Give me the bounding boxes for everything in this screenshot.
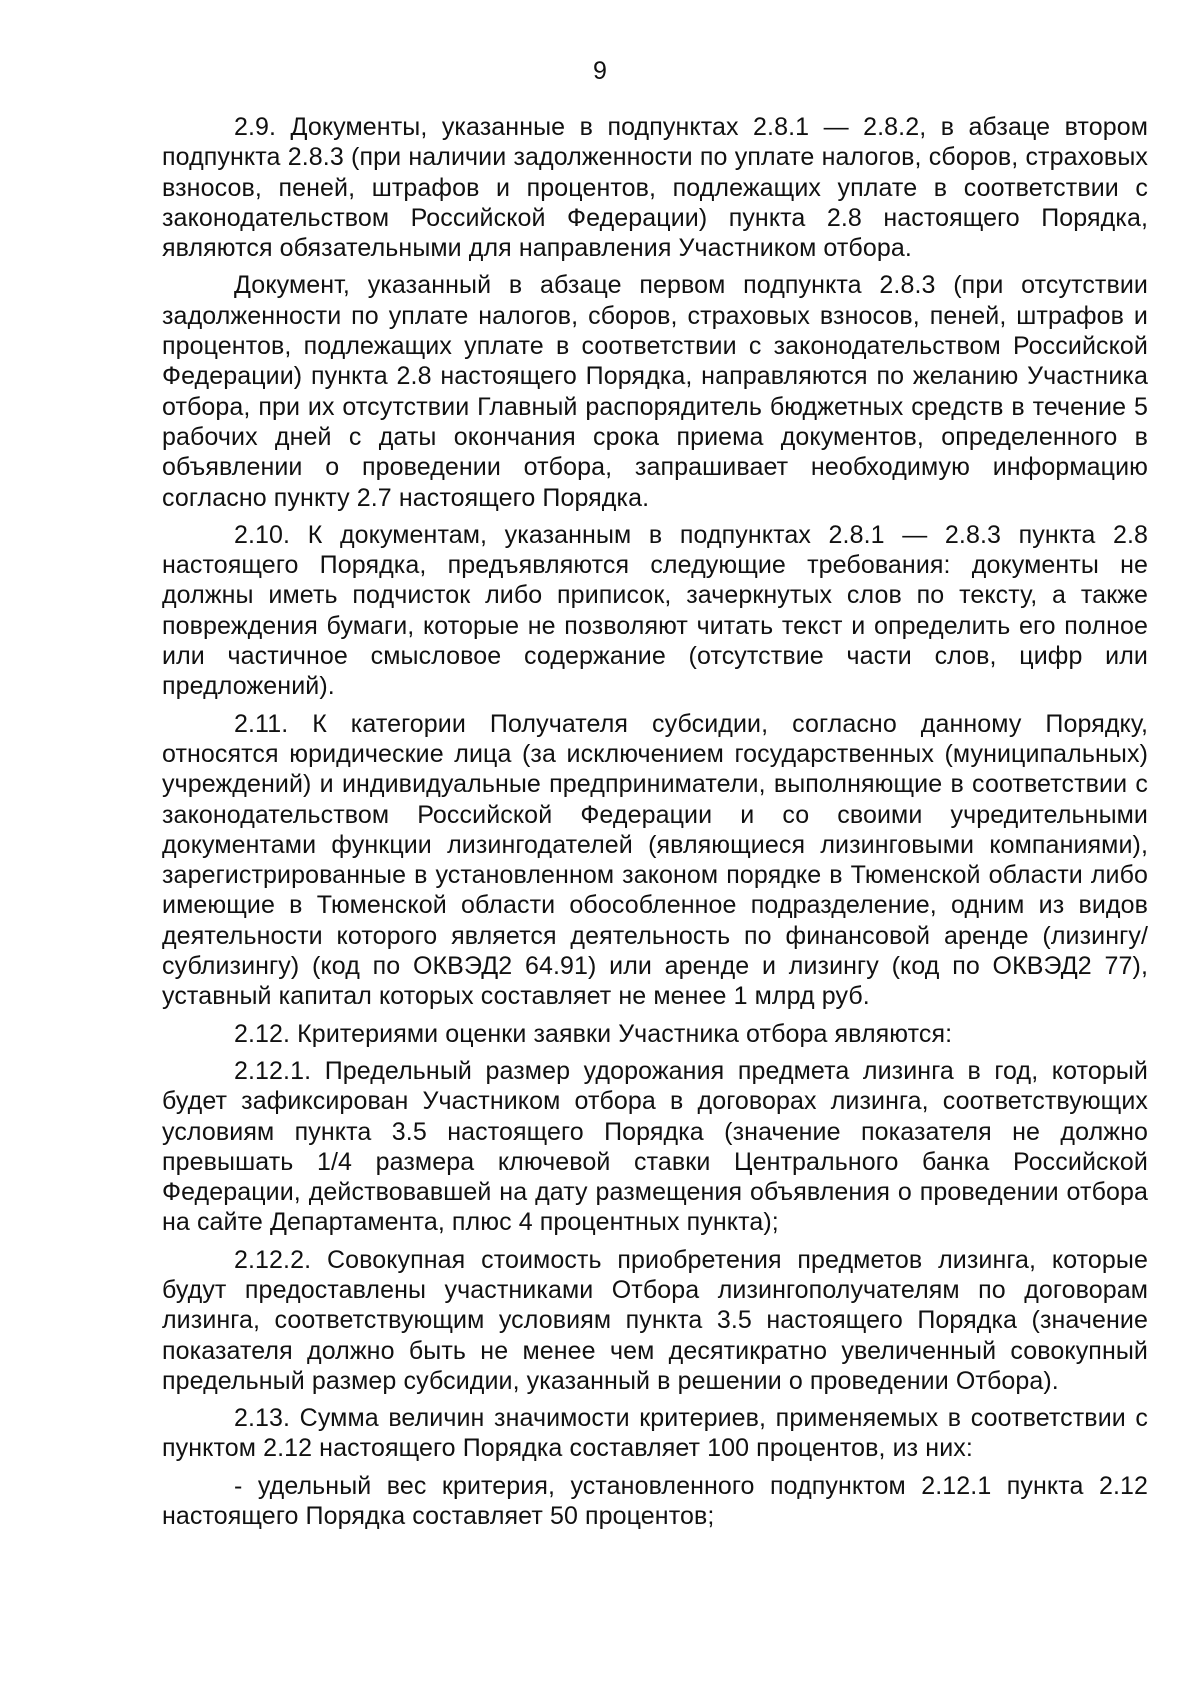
document-body <box>162 112 1148 1538</box>
paragraph-2-13-item: - удельный вес критерия, установленного подпунктом 2.12.1 пункта 2.12 настоящего Порядка составляет 50 процентов; <box>162 1471 1148 1531</box>
paragraph-2-13: 2.13. Сумма величин значимости критериев, применяемых в соответствии с пунктом 2.12 настоящего Порядка составляет 100 процентов, из них: <box>162 1404 1148 1463</box>
paragraph-2-9: 2.9. Документы, указанные в подпунктах 2.8.1 — 2.8.2, в абзаце втором подпункта 2.8.3 (при наличии задолженности по уплате налогов, сборов, страховых взносов, пеней, штрафов и процентов, подлежащих уплате в соответствии с законодательством Российской Федерации) пункта 2.8 настоящего Порядка, являются обязательными для направления Участником отбора. <box>162 113 1148 263</box>
paragraph-2-10: 2.10. К документам, указанным в подпунктах 2.8.1 — 2.8.3 пункта 2.8 настоящего Порядка, предъявляются следующие требования: документы не должны иметь подчисток либо приписок, зачеркнутых слов по тексту, а также повреждения бумаги, которые не позволяют читать текст и определить его полное или частичное смысловое содержание (отсутствие части слов, цифр или предложений). <box>162 520 1148 701</box>
paragraph-2-12: 2.12. Критериями оценки заявки Участника отбора являются: <box>234 1019 953 1048</box>
page-number: 9 <box>593 57 607 85</box>
paragraph-2-12-1: 2.12.1. Предельный размер удорожания предмета лизинга в год, который будет зафиксирован Участником отбора в договорах лизинга, соответствующих условиям пункта 3.5 настоящего Порядка (значение показателя не должно превышать 1/4 размера ключевой ставки Центрального банка Российской Федерации, действовавшей на дату размещения объявления о проведении отбора на сайте Департамента, плюс 4 процентных пункта); <box>162 1056 1148 1237</box>
paragraph-2-12-2: 2.12.2. Совокупная стоимость приобретения предметов лизинга, которые будут предоставлены участниками Отбора лизингополучателям по договорам лизинга, соответствующим условиям пункта 3.5 настоящего Порядка (значение показателя должно быть не менее чем десятикратно увеличенный совокупный предельный размер субсидии, указанный в решении о проведении Отбора). <box>162 1245 1148 1395</box>
paragraph-2-9-document: Документ, указанный в абзаце первом подпункта 2.8.3 (при отсутствии задолженности по уплате налогов, сборов, страховых взносов, пеней, штрафов и процентов, подлежащих уплате в соответствии с законодательством Российской Федерации) пункта 2.8 настоящего Порядка, направляются по желанию Участника отбора, при их отсутствии Главный распорядитель бюджетных средств в течение 5 рабочих дней с даты окончания срока приема документов, определенного в объявлении о проведении отбора, запрашивает необходимую информацию согласно пункту 2.7 настоящего Порядка. <box>162 271 1148 512</box>
paragraph-2-11: 2.11. К категории Получателя субсидии, согласно данному Порядку, относятся юридические лица (за исключением государственных (муниципальных) учреждений) и индивидуальные предприниматели, выполняющие в соответствии с законодательством Российской Федерации и со своими учредительными документами функции лизингодателей (являющиеся лизинговыми компаниями), зарегистрированные в установленном законом порядке в Тюменской области либо имеющие в Тюменской области обособленное подразделение, одним из видов деятельности которого является деятельность по финансовой аренде (лизингу/сублизингу) (код по ОКВЭД2 64.91) или аренде и лизингу (код по ОКВЭД2 77), уставный капитал которых составляет не менее 1 млрд руб. <box>162 709 1148 1011</box>
